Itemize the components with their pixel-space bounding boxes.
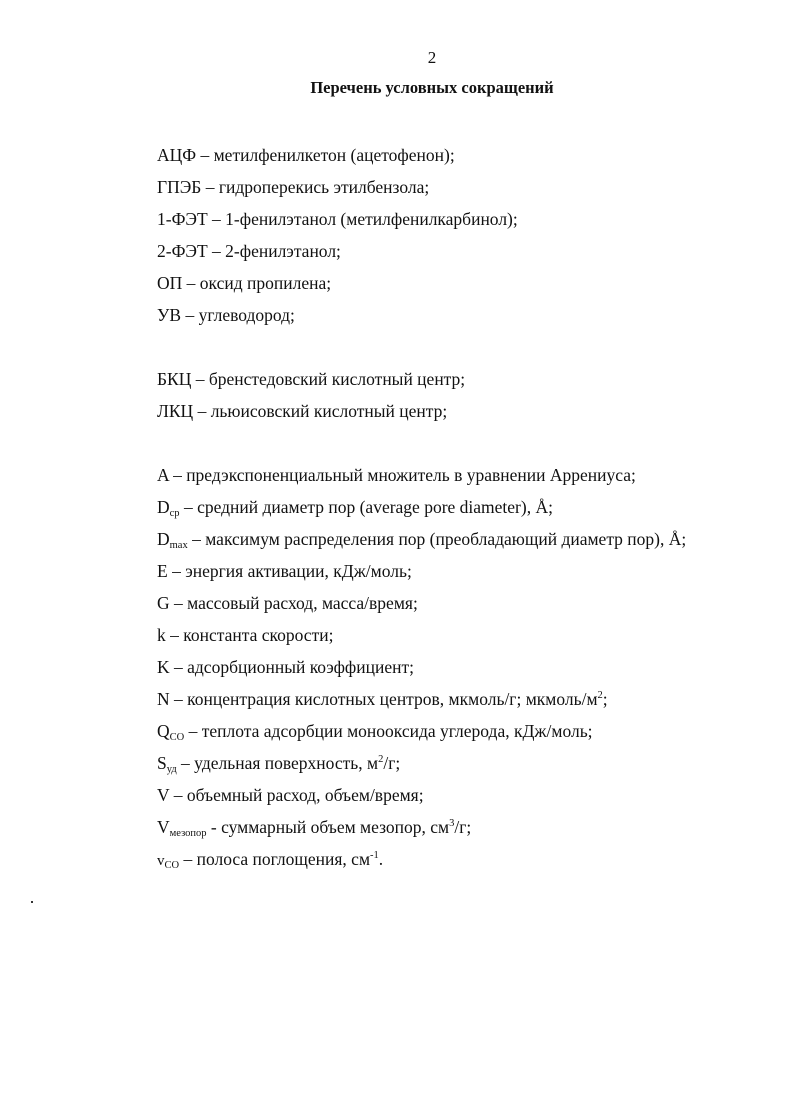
abbr-term: ГПЭБ bbox=[157, 177, 202, 197]
symbol-item-d-avg bbox=[157, 491, 686, 523]
symbol-superscript: 2 bbox=[597, 690, 603, 701]
page-title: Перечень условных сокращений bbox=[310, 78, 554, 97]
symbol-definition: – объемный расход, объем/время; bbox=[169, 785, 424, 805]
symbol-subscript: мезопор bbox=[169, 828, 207, 839]
symbol-definition-end: ; bbox=[602, 689, 608, 709]
symbol-definition: – максимум распределения пор (преобладающий диаметр пор), Å; bbox=[187, 529, 687, 549]
symbol-item-n bbox=[157, 683, 686, 715]
symbol-item-v-flow bbox=[157, 779, 686, 811]
symbol-item-k-ads bbox=[157, 651, 686, 683]
symbol-main: V bbox=[157, 785, 170, 805]
page-number: 2 bbox=[427, 48, 437, 67]
symbol-definition: – адсорбционный коэффициент; bbox=[169, 657, 414, 677]
symbol-main: S bbox=[157, 753, 167, 773]
symbol-main: A bbox=[157, 465, 169, 485]
symbol-main: D bbox=[157, 529, 170, 549]
symbol-definition: – удельная поверхность, м bbox=[176, 753, 379, 773]
abbr-definition: – льюисовский кислотный центр; bbox=[193, 401, 448, 421]
symbol-item-e bbox=[157, 555, 686, 587]
symbol-definition: – массовый расход, масса/время; bbox=[169, 593, 418, 613]
abbr-item-lkc bbox=[157, 395, 686, 427]
symbol-definition: – полоса поглощения, см bbox=[179, 849, 371, 869]
symbol-item-v-mesopore bbox=[157, 811, 686, 843]
symbol-item-d-max bbox=[157, 523, 686, 555]
symbol-definition: – теплота адсорбции монооксида углерода, кДж/моль; bbox=[184, 721, 593, 741]
symbol-definition-end: /г; bbox=[454, 817, 472, 837]
symbol-main: k bbox=[157, 625, 166, 645]
abbr-item-op bbox=[157, 267, 686, 299]
abbr-definition: – 2-фенилэтанол; bbox=[207, 241, 341, 261]
abbr-definition: – 1-фенилэтанол (метилфенилкарбинол); bbox=[207, 209, 518, 229]
symbol-definition-end: . bbox=[378, 849, 384, 869]
symbol-main: D bbox=[157, 497, 170, 517]
scan-speck bbox=[31, 901, 33, 903]
symbol-main: E bbox=[157, 561, 168, 581]
symbol-item-a bbox=[157, 459, 686, 491]
abbr-term: 1-ФЭТ bbox=[157, 209, 208, 229]
abbr-item-gpeb bbox=[157, 171, 686, 203]
abbr-definition: – углеводород; bbox=[181, 305, 295, 325]
symbol-item-k-rate bbox=[157, 619, 686, 651]
symbol-main: K bbox=[157, 657, 170, 677]
symbol-main: Q bbox=[157, 721, 170, 741]
abbreviation-list bbox=[157, 139, 686, 875]
abbr-term: АЦФ bbox=[157, 145, 197, 165]
abbr-term: ЛКЦ bbox=[157, 401, 194, 421]
symbol-definition-end: /г; bbox=[383, 753, 401, 773]
abbr-item-bkc bbox=[157, 363, 686, 395]
symbol-subscript: CO bbox=[169, 732, 185, 743]
symbol-main: V bbox=[157, 817, 170, 837]
symbol-subscript: CO bbox=[164, 860, 180, 871]
symbol-definition: – энергия активации, кДж/моль; bbox=[167, 561, 412, 581]
symbol-superscript: -1 bbox=[370, 850, 379, 861]
symbol-item-s-ud bbox=[157, 747, 686, 779]
abbr-item-1-fet bbox=[157, 203, 686, 235]
abbr-definition: – бренстедовский кислотный центр; bbox=[191, 369, 466, 389]
symbol-item-g bbox=[157, 587, 686, 619]
symbol-subscript: ср bbox=[169, 508, 180, 519]
symbol-main: v bbox=[157, 853, 165, 869]
abbr-definition: – гидроперекись этилбензола; bbox=[201, 177, 430, 197]
abbr-term: 2-ФЭТ bbox=[157, 241, 208, 261]
symbol-main: N bbox=[157, 689, 170, 709]
symbol-subscript: уд bbox=[166, 764, 177, 775]
symbol-definition: – средний диаметр пор (average pore diameter), Å; bbox=[179, 497, 553, 517]
symbol-item-q-co bbox=[157, 715, 686, 747]
symbol-definition: – предэкспоненциальный множитель в уравнении Аррениуса; bbox=[168, 465, 636, 485]
symbol-superscript: 2 bbox=[378, 754, 384, 765]
abbr-term: ОП bbox=[157, 273, 183, 293]
abbr-item-uv bbox=[157, 299, 686, 331]
abbr-term: УВ bbox=[157, 305, 182, 325]
abbr-item-acf bbox=[157, 139, 686, 171]
abbr-item-2-fet bbox=[157, 235, 686, 267]
abbr-definition: – метилфенилкетон (ацетофенон); bbox=[196, 145, 455, 165]
symbol-definition: – концентрация кислотных центров, мкмоль/г; мкмоль/м bbox=[169, 689, 598, 709]
symbol-main: G bbox=[157, 593, 170, 613]
symbol-definition: - суммарный объем мезопор, см bbox=[206, 817, 450, 837]
abbr-term: БКЦ bbox=[157, 369, 192, 389]
symbol-subscript: max bbox=[169, 540, 188, 551]
symbol-item-nu-co bbox=[157, 843, 686, 875]
symbol-superscript: 3 bbox=[449, 818, 455, 829]
symbol-definition: – константа скорости; bbox=[165, 625, 334, 645]
abbr-definition: – оксид пропилена; bbox=[182, 273, 332, 293]
